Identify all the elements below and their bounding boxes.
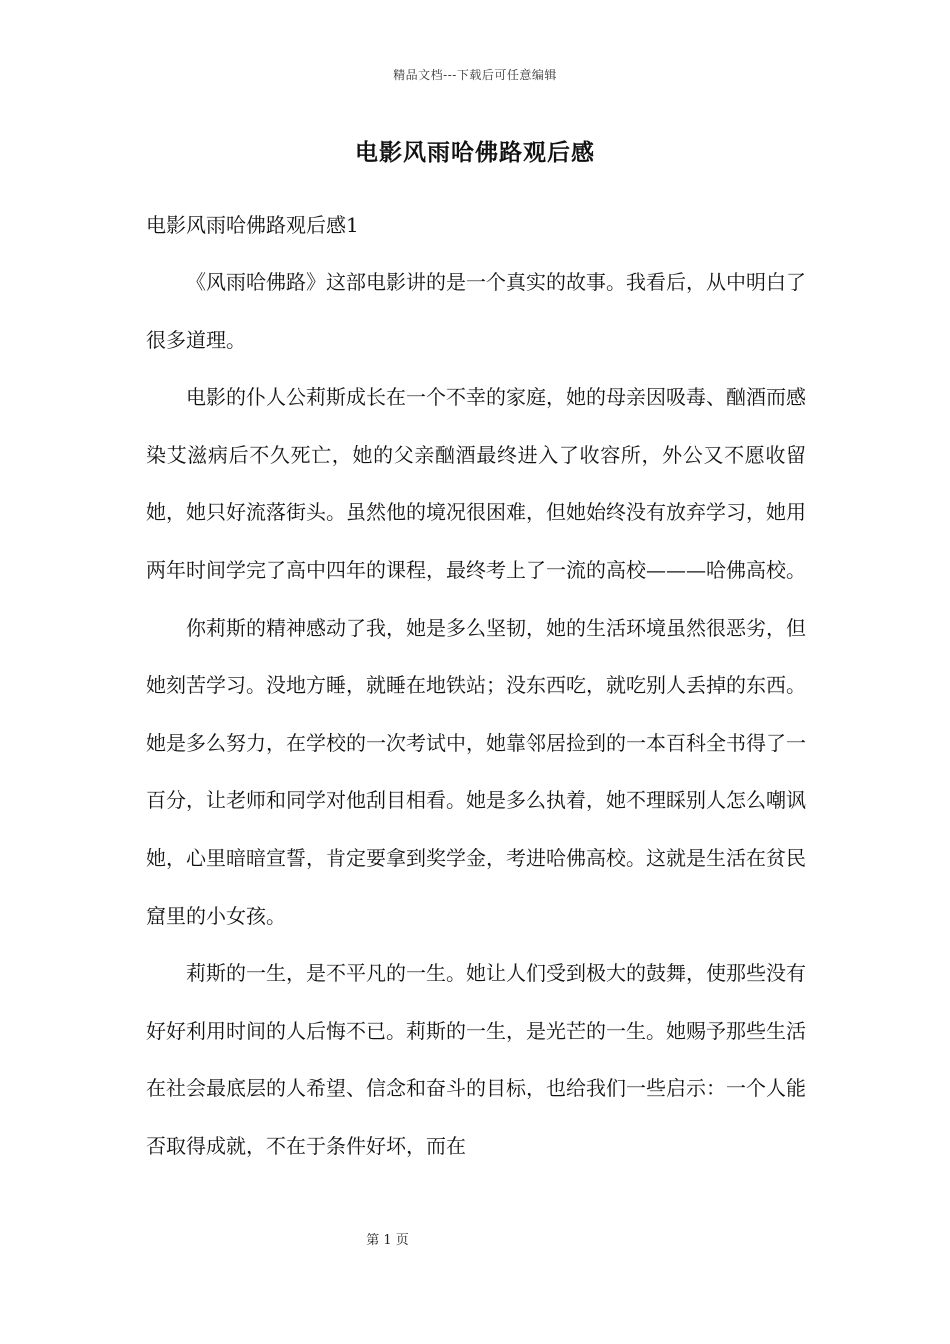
paragraph-1: 《风雨哈佛路》这部电影讲的是一个真实的故事。我看后，从中明白了很多道理。: [146, 270, 806, 352]
paragraph-3: 你莉斯的精神感动了我，她是多么坚韧，她的生活环境虽然很恶劣，但她刻苦学习。没地方睡，就睡在地铁站；没东西吃，就吃别人丢掉的东西。她是多么努力，在学校的一次考试中，她靠邻居捡到的一本百科全书得了一百分，让老师和同学对他刮目相看。她是多么执着，她不理睬别人怎么嘲讽她，心里暗暗宣誓，肯定要拿到奖学金，考进哈佛高校。这就是生活在贫民窟里的小女孩。: [146, 615, 806, 928]
page-number: 第 1 页: [366, 1233, 409, 1248]
document-subtitle: 电影风雨哈佛路观后感1: [146, 213, 359, 237]
document-title: 电影风雨哈佛路观后感: [355, 139, 595, 166]
paragraph-2: 电影的仆人公莉斯成长在一个不幸的家庭，她的母亲因吸毒、酗酒而感染艾滋病后不久死亡，她的父亲酗酒最终进入了收容所，外公又不愿收留她，她只好流落街头。虽然他的境况很困难，但她始终没有放弃学习，她用两年时间学完了高中四年的课程，最终考上了一流的高校———哈佛高校。: [146, 385, 806, 582]
document-body: [146, 254, 806, 1176]
page-header: 精品文档---下载后可任意编辑: [393, 68, 557, 82]
paragraph-4: 莉斯的一生，是不平凡的一生。她让人们受到极大的鼓舞，使那些没有好好利用时间的人后悔不已。莉斯的一生，是光芒的一生。她赐予那些生活在社会最底层的人希望、信念和奋斗的目标，也给我们一些启示：一个人能否取得成就，不在于条件好坏，而在: [146, 961, 806, 1158]
